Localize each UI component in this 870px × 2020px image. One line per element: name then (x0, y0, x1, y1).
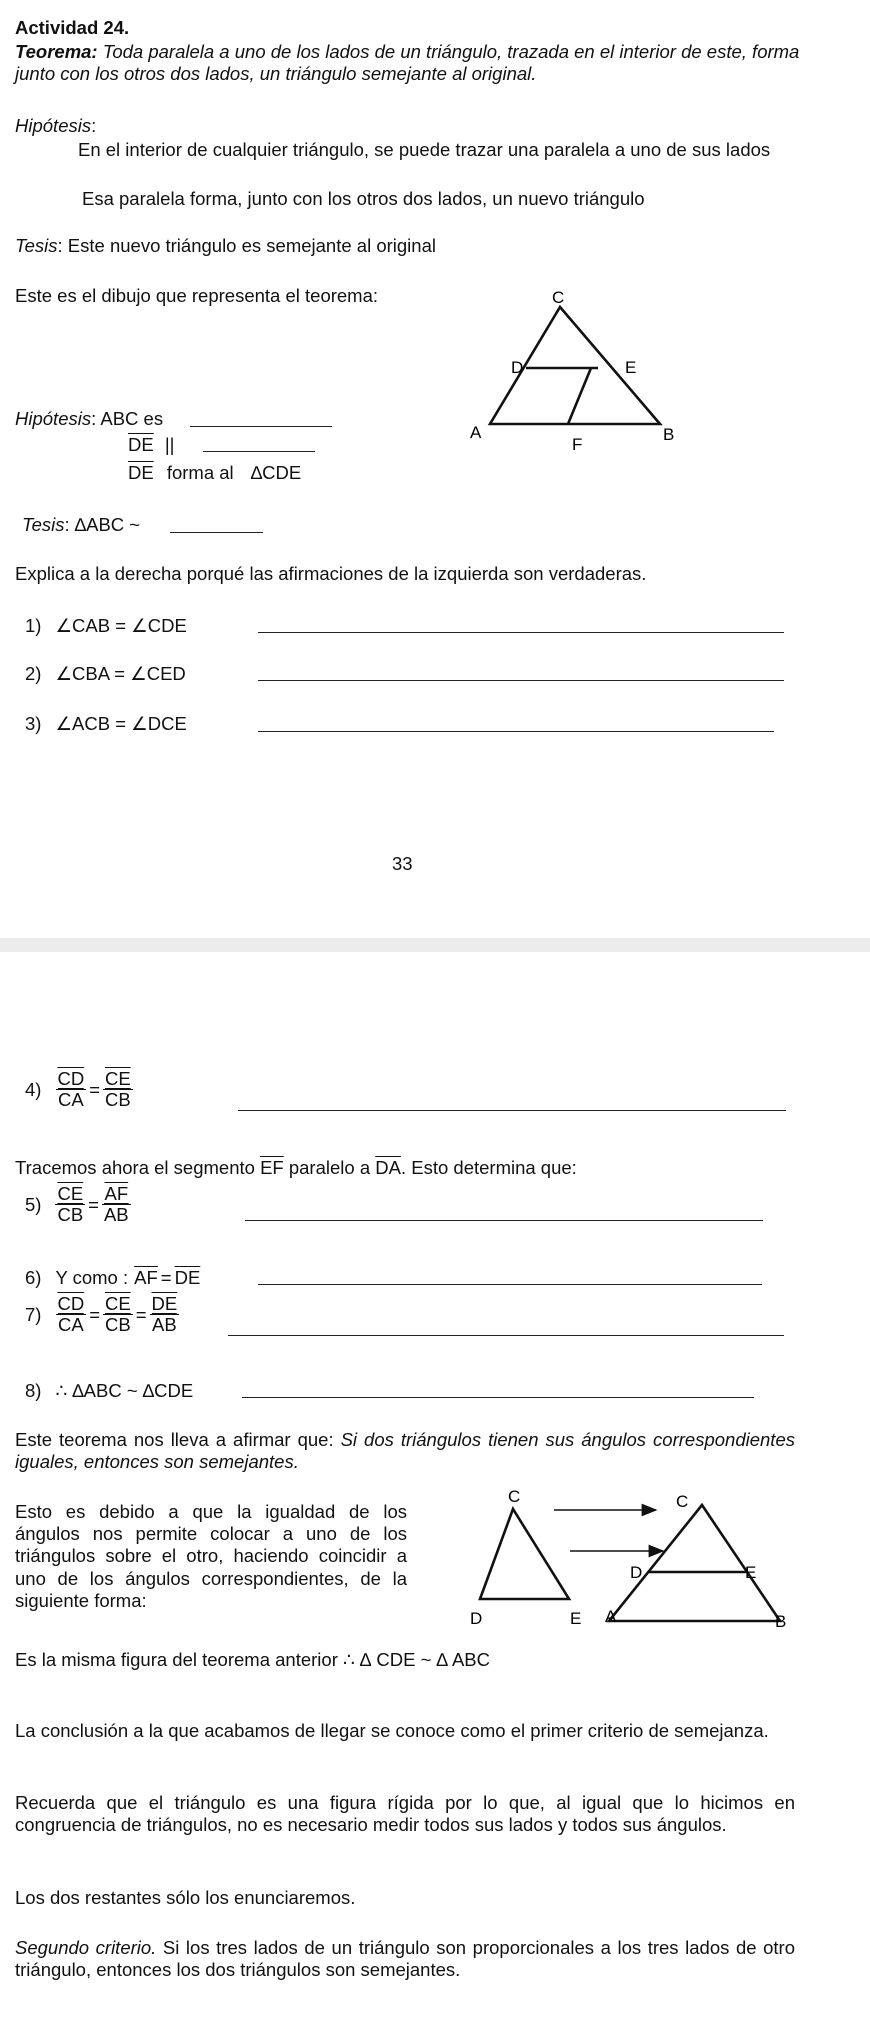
statement-5 (25, 1184, 131, 1226)
statement-text: ∠CBA = ∠CED (55, 663, 186, 684)
label-e: E (625, 358, 637, 377)
forma-al-text: forma al (166, 462, 234, 483)
statement-text: ∴ ∆ABC ~ ∆CDE (55, 1380, 194, 1401)
drawing-intro: Este es el dibujo que representa el teorema: (15, 285, 379, 306)
answer-blank-thesis[interactable] (170, 532, 263, 533)
explain-instruction: Explica a la derecha porqué las afirmaciones de la izquierda son verdaderas. (15, 563, 647, 584)
tracemos-text-b: paralelo a (288, 1157, 371, 1178)
statement-number: 8) (25, 1380, 42, 1401)
statement-1 (25, 615, 187, 637)
denominator: CB (57, 1204, 84, 1226)
denominator: CB (105, 1314, 131, 1336)
segment-af-label: $\overline{AF}$ (134, 1267, 158, 1288)
tracemos-text-c: . Esto determina que: (400, 1157, 577, 1178)
theorem-paragraph (15, 41, 805, 85)
answer-blank-abc[interactable] (190, 426, 332, 427)
hypothesis-label: Hipótesis (15, 115, 92, 136)
label-b: B (663, 425, 675, 444)
big-label-b: B (775, 1612, 787, 1631)
parallel-line (128, 434, 174, 456)
answer-line-5[interactable] (245, 1220, 763, 1221)
parallel-symbol: || (164, 434, 175, 455)
statement-number: 7) (25, 1303, 42, 1325)
answer-line-1[interactable] (258, 632, 784, 633)
lead-text: Este teorema nos lleva a afirmar que: (15, 1429, 341, 1450)
answer-line-2[interactable] (258, 680, 784, 681)
fraction-ce-cb (103, 1294, 133, 1336)
statement-number: 5) (25, 1193, 42, 1215)
second-criterion-label: Segundo criterio. (15, 1937, 157, 1958)
statement-text: ∠ACB = ∠DCE (55, 713, 187, 734)
tracemos-line (15, 1157, 577, 1179)
fraction-ce-cb (55, 1184, 85, 1226)
fraction-cd-ca (55, 1294, 86, 1336)
thesis-line (15, 235, 436, 257)
theorem-text: Toda paralela a uno de los lados de un triángulo, trazada en el interior de este, forma junto con los otros dos lados, un triángulo semejante al original. (15, 41, 800, 85)
second-criterion-paragraph (15, 1937, 795, 1981)
theorem-figure (465, 290, 695, 455)
hypothesis-line-2: Esa paralela forma, junto con los otros dos lados, un nuevo triángulo (82, 188, 645, 209)
page-33 (0, 0, 870, 938)
big-label-c: C (676, 1492, 689, 1511)
lead-italic: Si dos triángulos tienen sus ángulos correspondientes iguales, entonces son semejantes. (15, 1429, 795, 1473)
segment-ef (568, 368, 591, 424)
thesis2-line (22, 514, 140, 536)
denominator: CA (57, 1314, 84, 1336)
statement-number: 3) (25, 713, 42, 734)
numerator: $\overline{CE}$ (105, 1068, 131, 1089)
answer-line-4[interactable] (238, 1110, 786, 1111)
label-a: A (470, 423, 482, 442)
statement-4 (25, 1069, 133, 1111)
small-label-c: C (508, 1487, 521, 1506)
similarity-figure (470, 1487, 808, 1647)
small-label-e: E (570, 1609, 582, 1628)
second-criterion-text: Si los tres lados de un triángulo son proporcionales a los tres lados de otro triángulo, entonces los dos triángulos son semejantes. (15, 1937, 795, 1981)
segment-de-label: $\overline{DE}$ (174, 1267, 201, 1288)
lead-paragraph (15, 1429, 795, 1473)
segment-de-label: $\overline{DE}$ (128, 434, 154, 455)
reason-paragraph: Esto es debido a que la igualdad de los ángulos nos permite colocar a uno de los triángulos sobre el otro, haciendo coincidir a uno de los ángulos correspondientes, de la siguiente forma: (15, 1501, 407, 1611)
statement-number: 2) (25, 663, 42, 684)
small-triangle-cde (480, 1509, 569, 1599)
statement-8 (25, 1380, 193, 1402)
label-d: D (511, 358, 524, 377)
hypothesis-heading (15, 115, 96, 137)
thesis2-text: : ∆ABC ~ (64, 514, 141, 535)
answer-line-3[interactable] (258, 731, 774, 732)
numerator: $\overline{DE}$ (151, 1293, 178, 1314)
equals-sign: = (160, 1267, 172, 1288)
denominator: CB (105, 1089, 131, 1111)
label-c: C (552, 288, 565, 307)
hypothesis2-text: : ABC es (91, 408, 164, 429)
page-separator (0, 938, 870, 952)
hypothesis-colon: : (91, 115, 97, 136)
hypothesis-line-1: En el interior de cualquier triángulo, se puede trazar una paralela a uno de sus lados (78, 139, 771, 160)
conclusion-paragraph: La conclusión a la que acabamos de llegar se conoce como el primer criterio de semejanza. (15, 1720, 769, 1741)
answer-blank-parallel[interactable] (203, 451, 315, 452)
answer-line-8[interactable] (242, 1397, 754, 1398)
fraction-af-ab (102, 1184, 131, 1226)
big-label-a: A (605, 1607, 617, 1626)
numerator: $\overline{CE}$ (57, 1183, 84, 1204)
equals-sign: = (89, 1078, 100, 1100)
triangle-cde-label: ∆CDE (250, 462, 302, 483)
tracemos-text-a: Tracemos ahora el segmento (15, 1157, 255, 1178)
thesis2-label: Tesis (22, 514, 65, 535)
big-label-e: E (745, 1563, 757, 1582)
statement-7 (25, 1294, 179, 1336)
thesis-label: Tesis (15, 235, 58, 256)
small-label-d: D (470, 1609, 483, 1628)
statement-text: ∠CAB = ∠CDE (55, 615, 187, 636)
statement-2 (25, 663, 186, 685)
big-label-d: D (630, 1563, 643, 1582)
theorem-label: Teorema: (15, 41, 98, 62)
numerator: $\overline{CD}$ (57, 1068, 85, 1089)
denominator: CA (57, 1089, 84, 1111)
statement-text: Y como : (55, 1267, 129, 1288)
segment-de-label-2: $\overline{DE}$ (128, 462, 154, 483)
answer-line-6[interactable] (258, 1284, 762, 1285)
label-f: F (572, 435, 583, 454)
page-number: 33 (392, 853, 413, 874)
page-34 (0, 952, 870, 2020)
same-figure-line: Es la misma figura del teorema anterior ∴ ∆ CDE ~ ∆ ABC (15, 1649, 490, 1670)
remember-paragraph: Recuerda que el triángulo es una figura rígida por lo que, al igual que lo hicimos en congruencia de triángulos, no es necesario medir todos sus lados y todos sus ángulos. (15, 1792, 795, 1836)
statement-6 (25, 1267, 200, 1289)
segment-ef-label: $\overline{EF}$ (260, 1157, 284, 1178)
statement-number: 4) (25, 1078, 42, 1100)
equals-sign: = (135, 1303, 147, 1325)
equals-sign: = (89, 1303, 100, 1325)
denominator: AB (152, 1314, 177, 1336)
forma-line (128, 462, 301, 484)
activity-title: Actividad 24. (15, 17, 130, 38)
statement-3 (25, 713, 187, 735)
remaining-line: Los dos restantes sólo los enunciaremos. (15, 1887, 356, 1908)
fraction-cd-ca (55, 1069, 86, 1111)
segment-da-label: $\overline{DA}$ (375, 1157, 401, 1178)
statement-number: 1) (25, 615, 42, 636)
thesis-text: : Este nuevo triángulo es semejante al original (57, 235, 436, 256)
numerator: $\overline{CE}$ (105, 1293, 131, 1314)
fraction-de-ab (150, 1294, 180, 1336)
numerator: $\overline{AF}$ (104, 1183, 129, 1204)
denominator: AB (103, 1204, 129, 1226)
answer-line-7[interactable] (228, 1335, 784, 1336)
hypothesis2-line (15, 408, 163, 430)
hypothesis2-label: Hipótesis (15, 408, 92, 429)
numerator: $\overline{CD}$ (57, 1293, 85, 1314)
fraction-ce-cb (103, 1069, 133, 1111)
statement-number: 6) (25, 1267, 42, 1288)
equals-sign: = (88, 1193, 99, 1215)
